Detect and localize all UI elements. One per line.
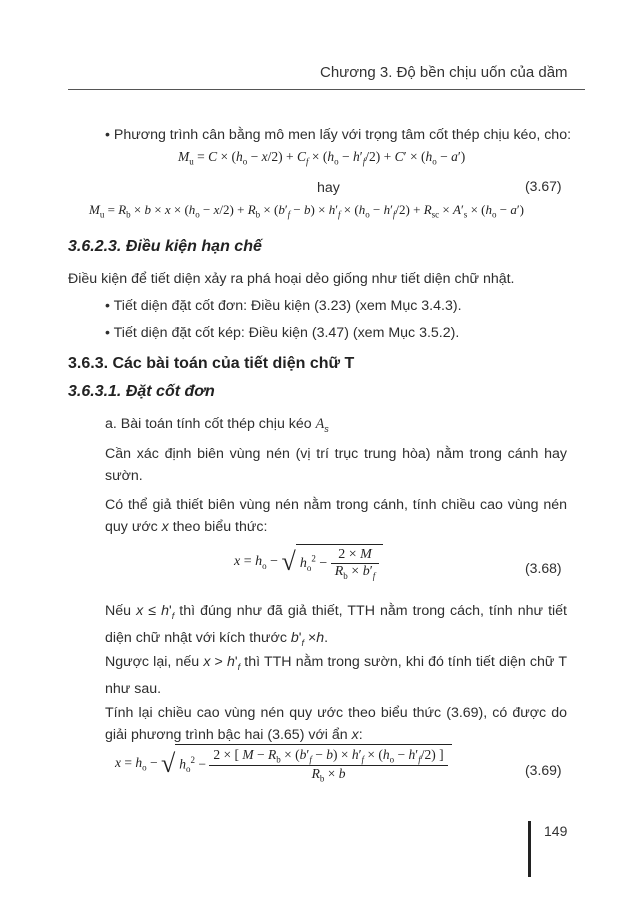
constraint-intro: Điều kiện để tiết diện xảy ra phá hoại dẻo giống như tiết diện chữ nhật. [68, 271, 515, 287]
section-3-6-3-1-title: 3.6.3.1. Đặt cốt đơn [68, 383, 215, 400]
page-number: 149 [544, 823, 568, 839]
equation-number-3-69: (3.69) [525, 762, 562, 778]
paragraph-flange-case: Nếu $x \le h'_f$ thì đúng như đã giả thiết, TTH nằm trong cách, tính như tiết diện chữ nhật với kích thước $b'_f \times h$. [105, 603, 567, 648]
hay-label: hay [317, 180, 340, 196]
header-divider [68, 89, 585, 90]
chapter-header: Chương 3. Độ bền chịu uốn của dầm [320, 64, 568, 81]
paragraph-assumption: Có thể giả thiết biên vùng nén nằm trong cánh, tính chiều cao vùng nén quy ước x theo biểu thức: [105, 497, 567, 535]
section-3-6-3-title: 3.6.3. Các bài toán của tiết diện chữ T [68, 355, 355, 372]
equation-number-3-68: (3.68) [525, 560, 562, 576]
equation-x-flange: $x = h_o$ − √ $h_o^2$ − $\frac{2 \times M}{R_b \times b'_f}$ [234, 544, 383, 581]
constraint-bullet-single: • Tiết diện đặt cốt đơn: Điều kiện (3.23) (xem Mục 3.4.3). [105, 298, 462, 314]
paragraph-web-case: Ngược lại, nếu $x > h'_f$ thì TTH nằm trong sườn, khi đó tính tiết diện chữ T như sau. [105, 654, 567, 697]
constraint-bullet-double: • Tiết diện đặt cốt kép: Điều kiện (3.47) (xem Mục 3.5.2). [105, 325, 460, 341]
equation-number-3-67: (3.67) [525, 178, 562, 194]
equation-x-web: $x = h_o$ − √ $h_o^2$ − $\frac{2 \times [ M - R_b \times (b'_f - b) \times h'_f \times (h_o - h'_f/2) ]}{R_b \times b}$ [115, 744, 452, 783]
equation-moment-1: $M_u = C \times (h_o - x/2) + C_f \times (h_o - h'_f/2) + C' \times (h_o - a')$ [178, 149, 466, 167]
paragraph-recompute: Tính lại chiều cao vùng nén quy ước theo biểu thức (3.69), có được do giải phương trình bậc hai (3.65) với ẩn x: [105, 705, 567, 743]
problem-a-heading: a. Bài toán tính cốt thép chịu kéo $A_s$ [105, 416, 329, 434]
moment-bullet: • Phương trình cân bằng mô men lấy với trọng tâm cốt thép chịu kéo, cho: [105, 127, 572, 143]
equation-moment-2: $M_u = R_b \times b \times x \times (h_o - x/2) + R_b \times (b'_f - b) \times h'_f \times (h_o - h'_f/2) + R_{sc} \times A'_s \times (h_o - a')$ [89, 202, 525, 220]
section-3-6-2-3-title: 3.6.2.3. Điều kiện hạn chế [68, 238, 262, 255]
paragraph-neutral-axis: Cần xác định biên vùng nén (vị trí trục trung hòa) nằm trong cánh hay sườn. [105, 446, 567, 484]
page-number-bar [528, 821, 531, 877]
